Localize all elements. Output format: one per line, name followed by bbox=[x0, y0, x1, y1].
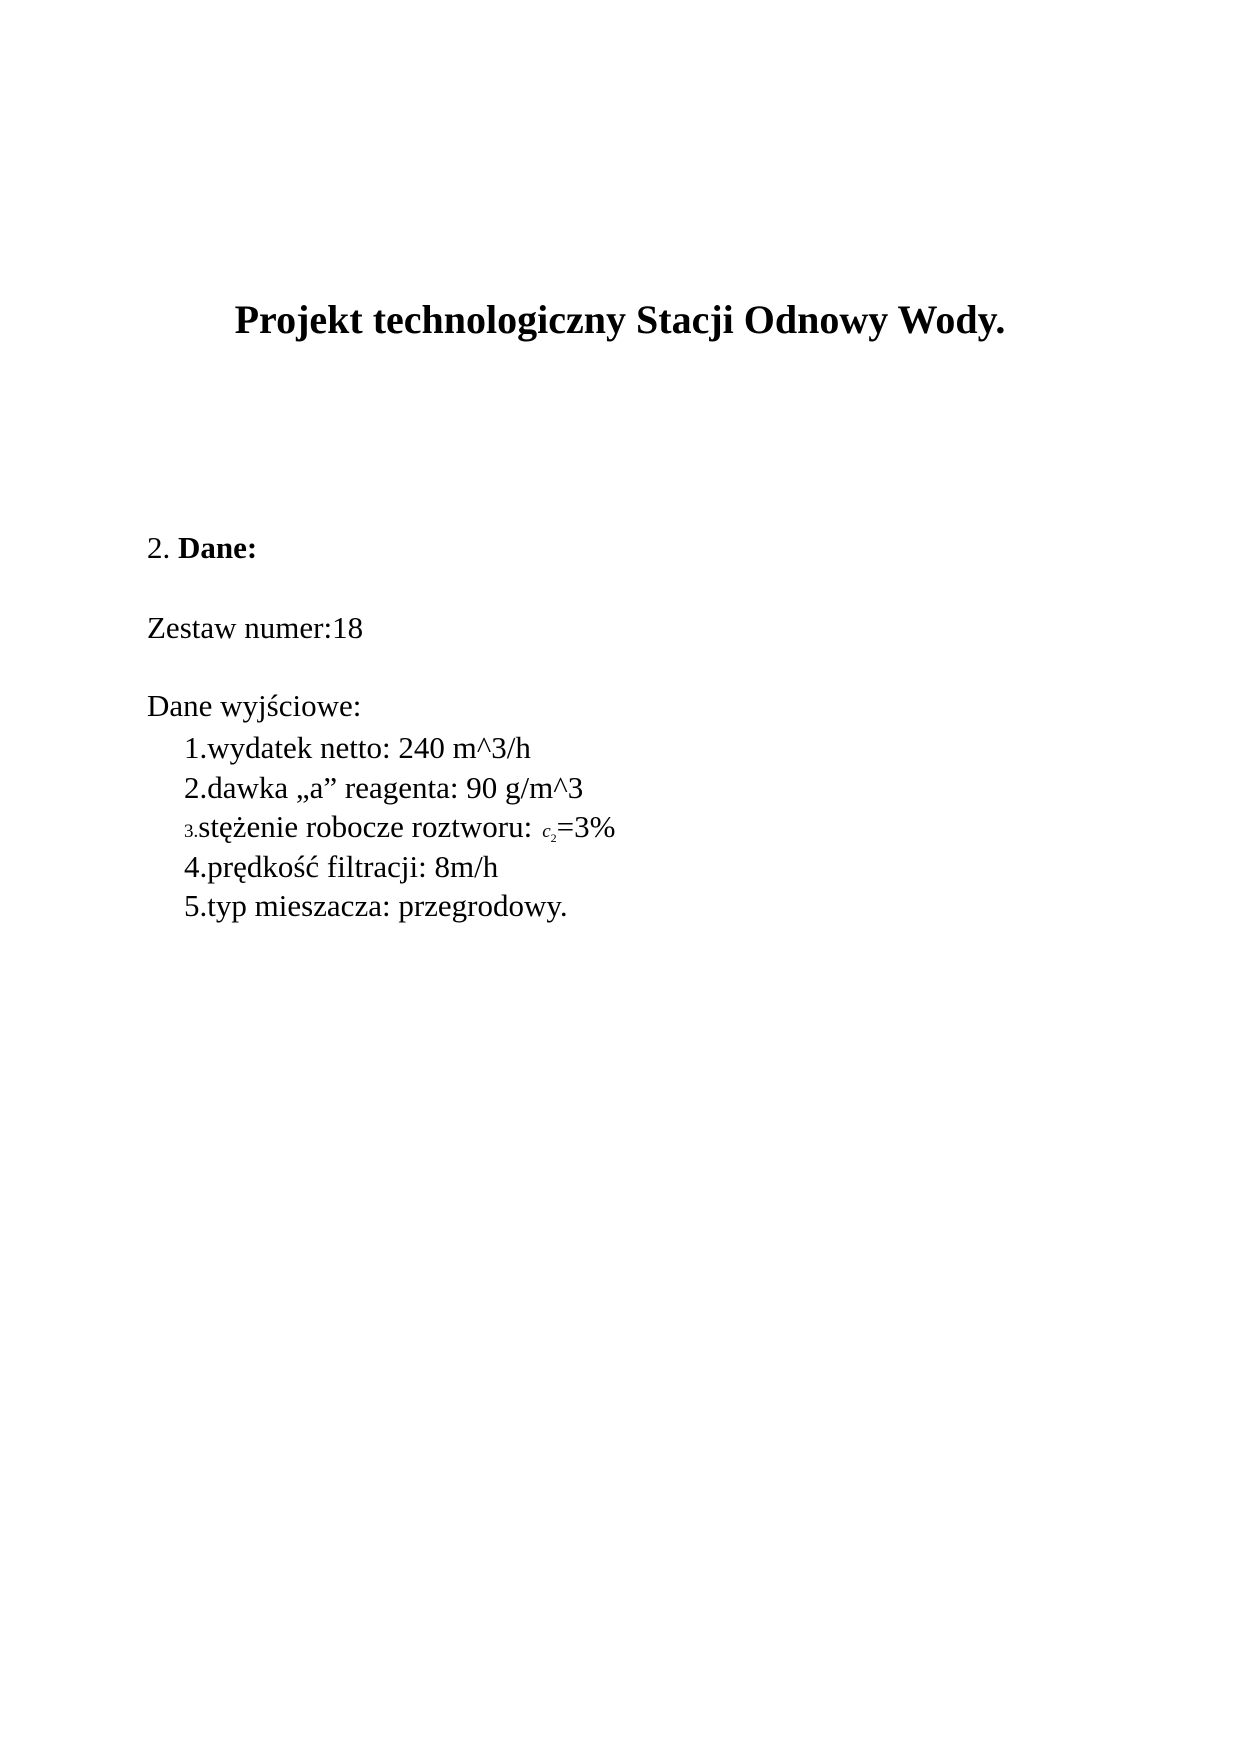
input-data-heading: Dane wyjściowe: bbox=[147, 688, 362, 723]
input-data-list bbox=[184, 728, 615, 926]
data-item-concentration bbox=[184, 807, 615, 847]
section-heading bbox=[147, 530, 257, 566]
concentration-value: =3% bbox=[556, 809, 616, 844]
symbol-subscript: 2 bbox=[550, 830, 557, 845]
item-number: 3. bbox=[184, 821, 199, 842]
set-number-line: Zestaw numer:18 bbox=[147, 610, 364, 645]
symbol-letter: c bbox=[542, 821, 551, 842]
section-number: 2. bbox=[147, 530, 171, 565]
section-label: Dane: bbox=[178, 530, 258, 565]
item-text: stężenie robocze roztworu: bbox=[198, 809, 533, 844]
data-item-flow-rate: 1.wydatek netto: 240 m^3/h bbox=[184, 730, 531, 765]
data-item-filtration-speed: 4.prędkość filtracji: 8m/h bbox=[184, 848, 499, 884]
concentration-symbol bbox=[542, 821, 557, 845]
data-item-reagent-dose: 2.dawka „a” reagenta: 90 g/m^3 bbox=[184, 769, 584, 805]
data-item-mixer-type: 5.typ mieszacza: przegrodowy. bbox=[184, 888, 568, 923]
document-title: Projekt technologiczny Stacji Odnowy Wody. bbox=[234, 297, 1006, 342]
